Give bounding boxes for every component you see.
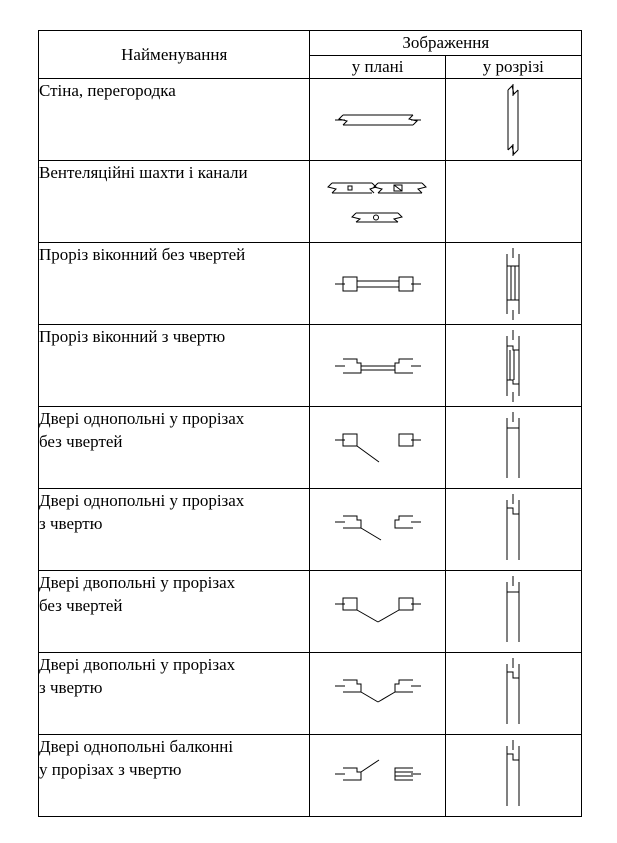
section-symbol-window: [445, 243, 581, 325]
row-label: Проріз віконний з чвертю: [39, 325, 310, 407]
window-quarter-plan-icon: [333, 351, 423, 381]
wall-plan-icon: [333, 105, 423, 135]
header-in-section: у розрізі: [445, 55, 581, 79]
row-label: Двері однопольні балконні у прорізах з чвертю: [39, 735, 310, 817]
table-row: [39, 489, 582, 571]
door-double-quarter-plan-icon: [333, 674, 423, 714]
plan-symbol-ventilation: [310, 161, 445, 243]
door-double-section-icon: [498, 576, 528, 648]
door-double-plan-icon: [333, 592, 423, 632]
plan-symbol-window-quarter: [310, 325, 445, 407]
section-symbol-door-single: [445, 407, 581, 489]
door-single-quarter-section-icon: [498, 494, 528, 566]
row-label: Двері однопольні у прорізах без чвертей: [39, 407, 310, 489]
header-image: Зображення: [310, 31, 582, 56]
row-label: Вентеляційні шахти і канали: [39, 161, 310, 243]
section-symbol-window-quarter: [445, 325, 581, 407]
table-row: [39, 161, 582, 243]
row-label: Двері двопольні у прорізах без чвертей: [39, 571, 310, 653]
door-double-quarter-section-icon: [498, 658, 528, 730]
header-in-plan: у плані: [310, 55, 445, 79]
window-plan-icon: [333, 269, 423, 299]
door-single-section-icon: [498, 412, 528, 484]
door-single-quarter-plan-icon: [333, 510, 423, 550]
plan-symbol-door-single-quarter: [310, 489, 445, 571]
balcony-door-section-icon: [498, 740, 528, 812]
table-row: [39, 653, 582, 735]
window-quarter-section-icon: [498, 330, 528, 402]
table-row: [39, 735, 582, 817]
plan-symbol-window: [310, 243, 445, 325]
section-symbol-door-double-quarter: [445, 653, 581, 735]
plan-symbol-door-single: [310, 407, 445, 489]
table-row: [39, 79, 582, 161]
section-symbol-ventilation: [445, 161, 581, 243]
legend-table: [38, 30, 582, 817]
row-label: Двері двопольні у прорізах з чвертю: [39, 653, 310, 735]
plan-symbol-door-double: [310, 571, 445, 653]
table-row: [39, 407, 582, 489]
wall-section-icon: [498, 84, 528, 156]
plan-symbol-wall: [310, 79, 445, 161]
door-single-plan-icon: [333, 428, 423, 468]
row-label: Двері однопольні у прорізах з чвертю: [39, 489, 310, 571]
balcony-door-plan-icon: [333, 756, 423, 796]
row-label: Стіна, перегородка: [39, 79, 310, 161]
section-symbol-door-double: [445, 571, 581, 653]
table-row: [39, 325, 582, 407]
section-symbol-balcony-door: [445, 735, 581, 817]
section-symbol-door-single-quarter: [445, 489, 581, 571]
plan-symbol-door-double-quarter: [310, 653, 445, 735]
section-symbol-wall: [445, 79, 581, 161]
row-label: Проріз віконний без чвертей: [39, 243, 310, 325]
plan-symbol-balcony-door: [310, 735, 445, 817]
table-row: [39, 243, 582, 325]
table-row: [39, 571, 582, 653]
header-name: Найменування: [39, 31, 310, 79]
window-section-icon: [498, 248, 528, 320]
ventilation-plan-icon: [326, 175, 430, 229]
